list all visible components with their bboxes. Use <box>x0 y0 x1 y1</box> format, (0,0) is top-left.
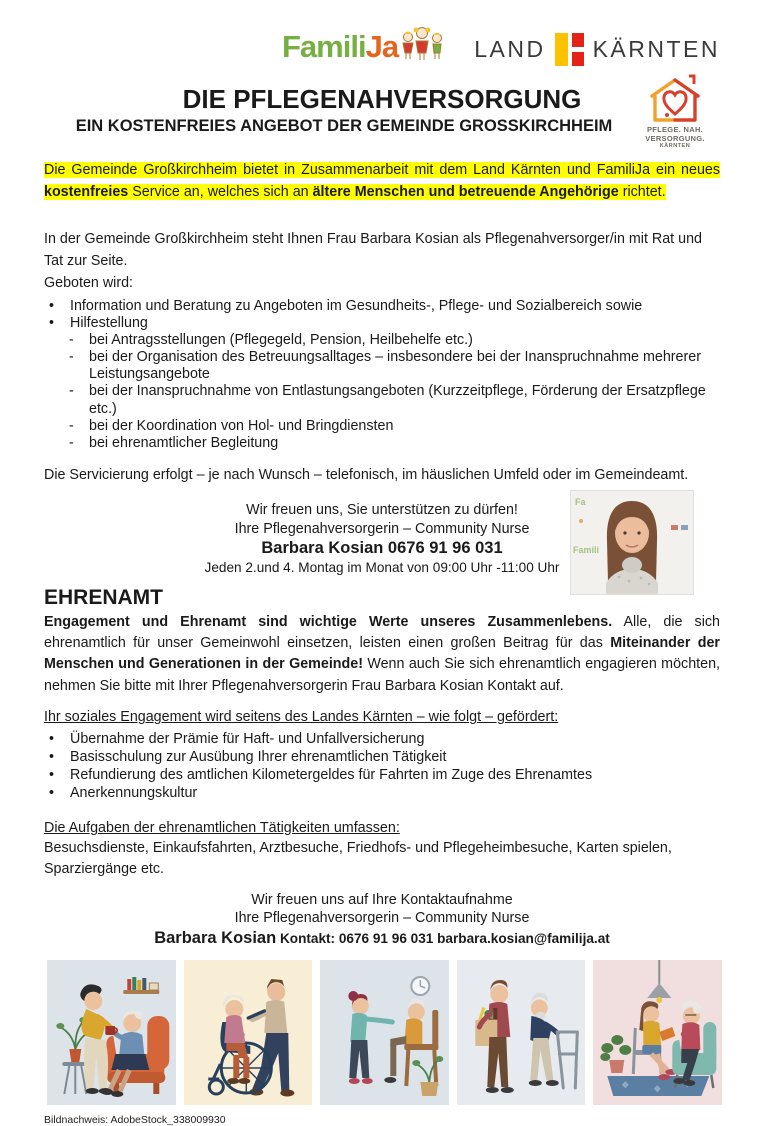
svg-text:Fa: Fa <box>575 497 586 508</box>
illustration-caregiver-serving-drink <box>47 960 176 1105</box>
familija-children-icon <box>400 24 444 62</box>
header <box>0 0 764 158</box>
assist-scene <box>320 960 449 1105</box>
pnv-logo-text: PFLEGE. NAH. VERSORGUNG. KÄRNTEN <box>645 125 705 150</box>
highlighted-intro: Die Gemeinde Großkirchheim bietet in Zusammenarbeit mit dem Land Kärnten und FamiliJa ein neues kostenfreies Service an, welches sich an ältere Menschen und betreuende Angehörige richtet. <box>44 162 720 200</box>
illustration-wheelchair <box>184 960 313 1105</box>
contact-block-secondary <box>0 891 764 950</box>
list-item: • Refundierung des amtlichen Kilometergeldes für Fahrten im Zuge des Ehrenamtes <box>44 766 720 784</box>
walker-scene <box>457 960 586 1105</box>
serving-drink-scene <box>47 960 176 1105</box>
contact2-role: Ihre Pflegenahversorgerin – Community Nurse <box>234 910 530 927</box>
contact-hours: Jeden 2.und 4. Montag im Monat von 09:00 Uhr -11:00 Uhr <box>204 560 560 576</box>
ehrenamt-paragraph: Engagement und Ehrenamt sind wichtige Werte unseres Zusammenlebens. Alle, die sich ehrenamtlich für unser Gemeinwohl einsetzen, leisten einen großen Beitrag für das Miteinander der Menschen und Generationen in der Gemeinde! Wenn auch Sie sich ehrenamtlich engagieren möchten, nehmen Sie bitte mit Ihrer Pflegenahversorgerin Frau Barbara Kosian Kontakt auf. <box>44 613 720 694</box>
services-list <box>44 298 720 452</box>
familija-logo <box>282 24 444 62</box>
list-subitem: - bei ehrenamtlicher Begleitung <box>44 435 720 452</box>
portrait-illustration <box>571 491 693 594</box>
dash-icon <box>64 435 89 452</box>
contact2-name-detail: Barbara Kosian Kontakt: 0676 91 96 031 barbara.kosian@familija.at <box>154 929 610 948</box>
bullet-icon <box>44 315 70 332</box>
list-item: • Anerkennungskultur <box>44 784 720 802</box>
page-title: DIE PFLEGENAHVERSORGUNG <box>182 84 582 114</box>
intro-paragraph: In der Gemeinde Großkirchheim steht Ihnen Frau Barbara Kosian als Pflegenahversorger/in mit Rat und Tat zur Seite. Geboten wird: <box>44 231 702 291</box>
list-subitem: - bei Antragsstellungen (Pflegegeld, Pension, Heilbehelfe etc.) <box>44 332 720 349</box>
contact2-greeting: Wir freuen uns auf Ihre Kontaktaufnahme <box>251 891 513 908</box>
barbara-kosian-photo <box>570 490 694 595</box>
funding-list <box>44 730 720 802</box>
image-credit: Bildnachweis: AdobeStock_338009930 <box>44 1114 226 1126</box>
bullet-icon <box>44 784 70 802</box>
reading-scene <box>593 960 722 1105</box>
list-item: • Basisschulung zur Ausübung Ihrer ehrenamtlichen Tätigkeit <box>44 748 720 766</box>
kaernten-flag-icon <box>555 33 584 66</box>
page-subtitle: EIN KOSTENFREIES ANGEBOT DER GEMEINDE GROSSKIRCHHEIM <box>75 117 613 135</box>
dash-icon <box>64 332 89 349</box>
list-item: • Hilfestellung <box>44 315 720 332</box>
house-heart-icon <box>644 74 706 122</box>
bullet-icon <box>44 766 70 784</box>
bullet-icon <box>44 298 70 315</box>
bullet-icon <box>44 730 70 748</box>
illustration-helping-elderly-man <box>320 960 449 1105</box>
contact-greeting: Wir freuen uns, Sie unterstützen zu dürfen! <box>246 502 518 519</box>
tasks-text: Besuchsdienste, Einkaufsfahrten, Arztbesuche, Friedhofs- und Pflegeheimbesuche, Karten spielen, Sparziergänge etc. <box>44 840 672 878</box>
contact-block-primary <box>0 497 764 576</box>
dash-icon <box>64 349 89 383</box>
contact-name-phone: Barbara Kosian 0676 91 96 031 <box>261 539 503 558</box>
bullet-icon <box>44 748 70 766</box>
illustration-row <box>47 960 722 1105</box>
wheelchair-scene <box>184 960 313 1105</box>
kaernten-word: KÄRNTEN <box>592 36 720 62</box>
land-word: LAND <box>474 36 546 62</box>
illustration-reading-together <box>593 960 722 1105</box>
funding-heading: Ihr soziales Engagement wird seitens des Landes Kärnten – wie folgt – gefördert: <box>44 709 559 726</box>
dash-icon <box>64 383 89 417</box>
dash-icon <box>64 418 89 435</box>
list-subitem: - bei der Inanspruchnahme von Entlastungsangeboten (Kurzzeitpflege, Förderung der Ersatzpflege etc.) <box>44 383 720 417</box>
familija-wordmark: FamiliJa <box>282 29 399 64</box>
tasks-heading: Die Aufgaben der ehrenamtlichen Tätigkeiten umfassen: <box>44 819 400 836</box>
illustration-groceries-walker <box>457 960 586 1105</box>
pflegenahversorgung-logo <box>632 74 718 150</box>
list-subitem: - bei der Organisation des Betreuungsalltages – insbesondere bei der Inanspruchnahme mehrerer Leistungsangebote <box>44 349 720 383</box>
land-kaernten-logo <box>474 33 720 66</box>
list-subitem: - bei der Koordination von Hol- und Bringdiensten <box>44 418 720 435</box>
contact-role: Ihre Pflegenahversorgerin – Community Nurse <box>234 520 530 537</box>
svg-text:Famili: Famili <box>573 545 600 556</box>
ehrenamt-heading: EHRENAMT <box>44 585 163 609</box>
list-item: • Übernahme der Prämie für Haft- und Unfallversicherung <box>44 730 720 748</box>
service-note: Die Servicierung erfolgt – je nach Wunsch – telefonisch, im häuslichen Umfeld oder im Gemeindeamt. <box>44 467 689 483</box>
list-item: • Information und Beratung zu Angeboten im Gesundheits-, Pflege- und Sozialbereich sowie <box>44 298 720 315</box>
